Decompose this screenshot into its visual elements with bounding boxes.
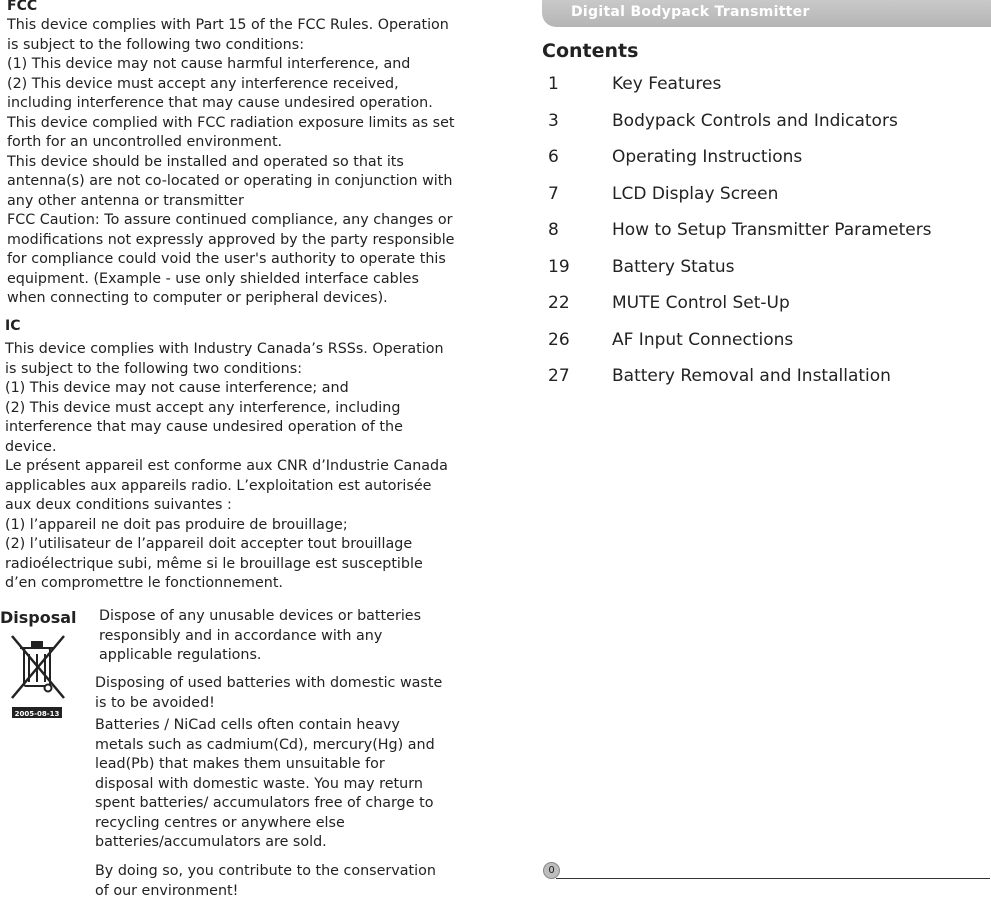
toc-entry[interactable] xyxy=(548,74,978,111)
ic-line: (1) l’appareil ne doit pas produire de brouillage; xyxy=(5,516,475,536)
fcc-line: (2) This device must accept any interference received, xyxy=(7,75,477,95)
disposal-line: recycling centres or anywhere else xyxy=(95,814,465,834)
disposal-line: responsibly and in accordance with any xyxy=(99,627,469,647)
toc-label: LCD Display Screen xyxy=(612,184,778,204)
fcc-line: forth for an uncontrolled environment. xyxy=(7,133,477,153)
ic-line: aux deux conditions suivantes : xyxy=(5,496,475,516)
page-number-badge: 0 xyxy=(543,862,560,879)
disposal-line: batteries/accumulators are sold. xyxy=(95,833,465,853)
toc-label: Battery Removal and Installation xyxy=(612,366,891,386)
ic-line: device. xyxy=(5,438,475,458)
toc-page-number: 7 xyxy=(548,184,559,204)
toc-entry[interactable] xyxy=(548,111,978,148)
toc-label: How to Setup Transmitter Parameters xyxy=(612,220,932,240)
fcc-line: including interference that may cause undesired operation. xyxy=(7,94,477,114)
ic-heading: IC xyxy=(5,318,20,334)
disposal-line: spent batteries/ accumulators free of charge to xyxy=(95,794,465,814)
contents-title: Contents xyxy=(542,40,638,62)
ic-line: is subject to the following two conditions: xyxy=(5,360,475,380)
disposal-heading: Disposal xyxy=(0,608,77,627)
toc-entry[interactable] xyxy=(548,257,978,294)
disposal-paragraph-2 xyxy=(95,674,465,713)
ic-line: (2) l’utilisateur de l’appareil doit accepter tout brouillage xyxy=(5,535,475,555)
fcc-line: modifications not expressly approved by the party responsible xyxy=(7,231,477,251)
disposal-paragraph-1 xyxy=(99,607,469,666)
ic-line: applicables aux appareils radio. L’exploitation est autorisée xyxy=(5,477,475,497)
disposal-line: Dispose of any unusable devices or batteries xyxy=(99,607,469,627)
toc-entry[interactable] xyxy=(548,366,978,403)
footer-rule xyxy=(556,878,990,879)
fcc-line: any other antenna or transmitter xyxy=(7,192,477,212)
banner-title: Digital Bodypack Transmitter xyxy=(571,4,810,20)
disposal-line: Disposing of used batteries with domestic waste xyxy=(95,674,465,694)
header-banner xyxy=(542,0,991,27)
toc-entry[interactable] xyxy=(548,147,978,184)
toc-label: Bodypack Controls and Indicators xyxy=(612,111,898,131)
ic-line: (1) This device may not cause interference; and xyxy=(5,379,475,399)
weee-date-label: 2005-08-13 xyxy=(15,710,60,718)
disposal-paragraph-3 xyxy=(95,716,465,853)
toc-label: MUTE Control Set-Up xyxy=(612,293,790,313)
toc-label: Operating Instructions xyxy=(612,147,802,167)
fcc-line: This device complies with Part 15 of the FCC Rules. Operation xyxy=(7,16,477,36)
toc-page-number: 26 xyxy=(548,330,570,350)
toc-label: Battery Status xyxy=(612,257,735,277)
disposal-line: By doing so, you contribute to the conservation xyxy=(95,862,465,882)
fcc-line: for compliance could void the user's authority to operate this xyxy=(7,250,477,270)
ic-line: (2) This device must accept any interference, including xyxy=(5,399,475,419)
disposal-line: applicable regulations. xyxy=(99,646,469,666)
toc-page-number: 3 xyxy=(548,111,559,131)
ic-line: Le présent appareil est conforme aux CNR d’Industrie Canada xyxy=(5,457,475,477)
fcc-line: equipment. (Example - use only shielded interface cables xyxy=(7,270,477,290)
fcc-line: antenna(s) are not co-located or operating in conjunction with xyxy=(7,172,477,192)
toc-page-number: 19 xyxy=(548,257,570,277)
table-of-contents xyxy=(548,74,978,403)
toc-label: AF Input Connections xyxy=(612,330,793,350)
fcc-line: (1) This device may not cause harmful interference, and xyxy=(7,55,477,75)
disposal-line: disposal with domestic waste. You may return xyxy=(95,775,465,795)
ic-line: interference that may cause undesired operation of the xyxy=(5,418,475,438)
disposal-line: lead(Pb) that makes them unsuitable for xyxy=(95,755,465,775)
fcc-line: FCC Caution: To assure continued compliance, any changes or xyxy=(7,211,477,231)
ic-line: This device complies with Industry Canada’s RSSs. Operation xyxy=(5,340,475,360)
toc-page-number: 22 xyxy=(548,293,570,313)
disposal-paragraph-4 xyxy=(95,862,465,901)
weee-crossed-bin-icon xyxy=(10,634,66,720)
ic-body xyxy=(5,340,475,594)
disposal-line: metals such as cadmium(Cd), mercury(Hg) and xyxy=(95,736,465,756)
fcc-line: This device complied with FCC radiation exposure limits as set xyxy=(7,114,477,134)
toc-label: Key Features xyxy=(612,74,721,94)
toc-page-number: 1 xyxy=(548,74,559,94)
fcc-line: This device should be installed and operated so that its xyxy=(7,153,477,173)
toc-entry[interactable] xyxy=(548,184,978,221)
toc-page-number: 27 xyxy=(548,366,570,386)
fcc-body xyxy=(7,16,477,309)
fcc-line: is subject to the following two conditions: xyxy=(7,36,477,56)
disposal-line: of our environment! xyxy=(95,882,465,901)
toc-entry[interactable] xyxy=(548,330,978,367)
toc-page-number: 6 xyxy=(548,147,559,167)
fcc-line: when connecting to computer or peripheral devices). xyxy=(7,289,477,309)
ic-line: radioélectrique subi, même si le brouillage est susceptible xyxy=(5,555,475,575)
disposal-line: Batteries / NiCad cells often contain heavy xyxy=(95,716,465,736)
toc-page-number: 8 xyxy=(548,220,559,240)
toc-entry[interactable] xyxy=(548,293,978,330)
ic-line: d’en compromettre le fonctionnement. xyxy=(5,574,475,594)
fcc-heading: FCC xyxy=(7,0,37,14)
toc-entry[interactable] xyxy=(548,220,978,257)
disposal-line: is to be avoided! xyxy=(95,694,465,714)
